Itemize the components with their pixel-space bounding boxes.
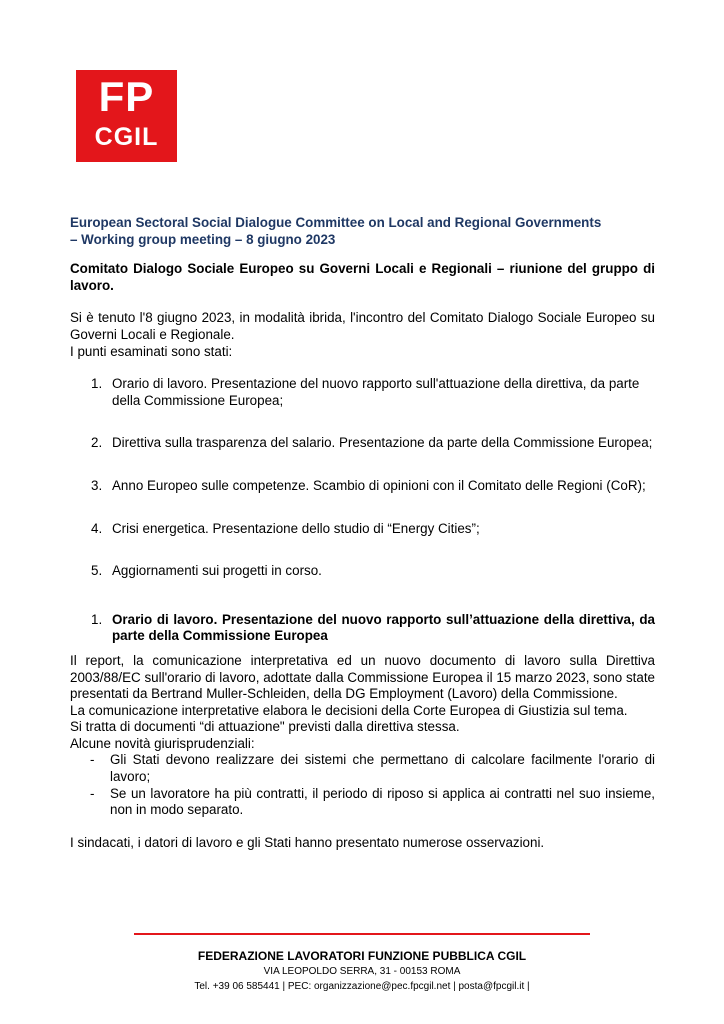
agenda-item-text: Crisi energetica. Presentazione dello studio di “Energy Cities”; — [112, 520, 480, 536]
section-paragraph-2: La comunicazione interpretative elabora le decisioni della Corte Europea di Giustizia sul tema. — [70, 702, 628, 718]
footer-address: VIA LEOPOLDO SERRA, 31 - 00153 ROMA — [263, 966, 461, 977]
agenda-item — [70, 376, 655, 409]
agenda-item-text: Orario di lavoro. Presentazione del nuovo rapporto sull'attuazione della direttiva, da parte della Commissione Europea; — [112, 376, 640, 408]
intro-paragraph: Si è tenuto l'8 giugno 2023, in modalità ibrida, l'incontro del Comitato Dialogo Sociale Europeo su Governi Locali e Regionale. — [70, 310, 655, 342]
intro-list-lead: I punti esaminati sono stati: — [70, 343, 233, 359]
agenda-list — [70, 376, 655, 580]
document-subtitle: Comitato Dialogo Sociale Europeo su Governi Locali e Regionali – riunione del gruppo di lavoro. — [70, 261, 655, 293]
agenda-item-text: Direttiva sulla trasparenza del salario. Presentazione da parte della Commissione Europea; — [112, 435, 653, 451]
agenda-item-text: Aggiornamenti sui progetti in corso. — [112, 563, 322, 579]
title-line-1: European Sectoral Social Dialogue Committee on Local and Regional Governments — [70, 215, 602, 230]
dash-marker: - — [90, 785, 95, 801]
novelty-item-text: Se un lavoratore ha più contratti, il periodo di riposo si applica ai contratti nel suo insieme, non in modo separato. — [110, 785, 655, 818]
novelty-item — [70, 786, 655, 819]
agenda-item-number: 1. — [91, 376, 103, 392]
novelty-item-text: Gli Stati devono realizzare dei sistemi che permettano di calcolare facilmente l'orario di lavoro; — [110, 752, 655, 785]
title-line-2: – Working group meeting – 8 giugno 2023 — [70, 231, 336, 247]
section-number: 1. — [91, 611, 103, 627]
section-heading-text: Orario di lavoro. Presentazione del nuovo rapporto sull’attuazione della direttiva, da parte della Commissione Europea — [112, 611, 655, 644]
agenda-item — [70, 521, 655, 538]
footer-divider — [134, 933, 590, 935]
agenda-item-text: Anno Europeo sulle competenze. Scambio di opinioni con il Comitato delle Regioni (CoR); — [112, 477, 646, 493]
section-1-heading — [70, 612, 655, 645]
novelty-item — [70, 752, 655, 785]
novelty-list — [70, 752, 655, 818]
agenda-item-number: 5. — [91, 563, 103, 579]
footer-organization: FEDERAZIONE LAVORATORI FUNZIONE PUBBLICA CGIL — [197, 949, 527, 963]
section-paragraph-3: Si tratta di documenti “di attuazione" previsti dalla direttiva stessa. — [70, 719, 460, 735]
agenda-item — [70, 563, 655, 580]
section-paragraph-1: Il report, la comunicazione interpretativa ed un nuovo documento di lavoro sulla Direttiva 2003/88/EC sull'orario di lavoro, adottate dalla Commissione Europea il 15 marzo 2023, sono state presentati da Bertrand Muller-Schleiden, della DG Employment (Lavoro) della Commissione. — [70, 652, 655, 702]
agenda-item-number: 2. — [91, 435, 103, 451]
agenda-item — [70, 435, 655, 452]
agenda-item — [70, 478, 655, 495]
document-body — [70, 215, 655, 851]
agenda-item-number: 4. — [91, 520, 103, 536]
logo-cgil-text: CGIL — [94, 123, 159, 151]
agenda-item-number: 3. — [91, 477, 103, 493]
footer-contacts: Tel. +39 06 585441 | PEC: organizzazione@pec.fpcgil.net | posta@fpcgil.it | — [194, 981, 530, 992]
logo-fp-text: FP — [98, 73, 155, 120]
fp-cgil-logo — [76, 70, 177, 162]
closing-paragraph: I sindacati, i datori di lavoro e gli Stati hanno presentato numerose osservazioni. — [70, 834, 545, 850]
dash-marker: - — [90, 752, 95, 768]
section-paragraph-4: Alcune novità giurisprudenziali: — [70, 735, 255, 751]
document-title — [70, 215, 655, 248]
